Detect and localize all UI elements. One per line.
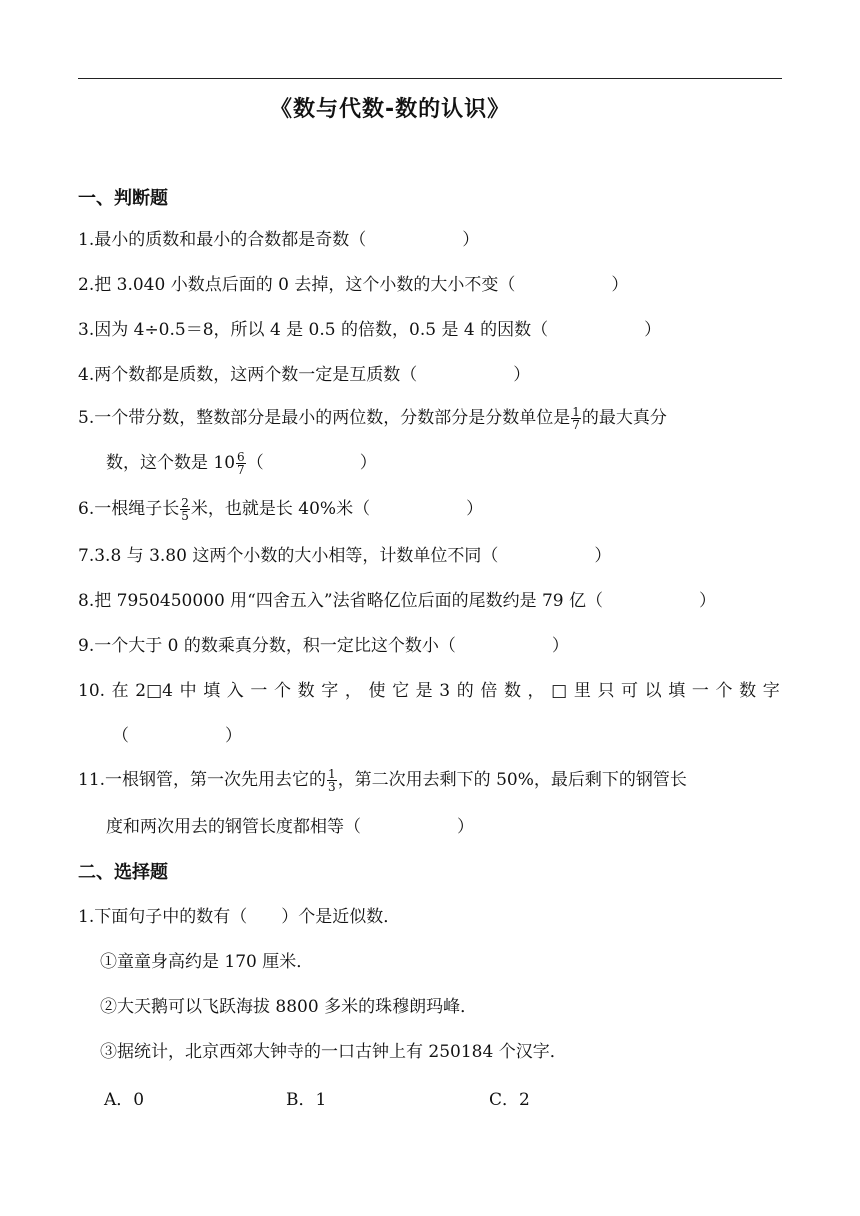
judge-q5-text-tail: 的最大真分: [581, 408, 667, 428]
paren-close: ）: [551, 636, 569, 656]
paren-close: ）: [611, 275, 629, 295]
section-heading-choice: 二、选择题: [78, 862, 168, 883]
judge-q5-text: 5.一个带分数，整数部分是最小的两位数，分数部分是分数单位是: [78, 408, 571, 428]
judge-q11-text-cont: 度和两次用去的钢管长度都相等（: [106, 817, 361, 837]
q10-token: 填: [668, 681, 686, 701]
paren-close: ）: [359, 453, 377, 473]
judge-q3-text: 3.因为 4÷0.5＝8，所以 4 是 0.5 的倍数，0.5 是 4 的因数（: [78, 320, 549, 340]
judge-q8: [78, 589, 716, 613]
choice-q1-sentence-3: ③据统计，北京西郊大钟寺的一口古钟上有 250184 个汉字．: [100, 1042, 567, 1062]
q10-token: 入: [226, 681, 244, 701]
judge-q7-text: 7.3.8 与 3.80 这两个小数的大小相等，计数单位不同（: [78, 546, 499, 566]
q10-token: 使: [368, 681, 386, 701]
paren-close: ）: [457, 817, 474, 837]
q10-token: 数: [503, 681, 521, 701]
choice-q1: 1.下面句子中的数有（ ）个是近似数．: [78, 907, 401, 927]
judge-q5-line2: [106, 451, 377, 476]
paren-close: ）: [699, 591, 717, 611]
judge-q10-line2: [112, 724, 242, 748]
paren-close: ）: [594, 546, 612, 566]
judge-q9: [78, 634, 569, 658]
fraction-six-sevenths: $\frac{6}{7}$: [237, 450, 245, 477]
judge-q4: [78, 363, 530, 387]
fraction-one-seventh: $\frac{1}{7}$: [572, 405, 580, 432]
choice-q1-sentence-2: ②大天鹅可以飞跃海拔 8800 多米的珠穆朗玛峰．: [100, 997, 478, 1017]
option-a[interactable]: A．0: [104, 1090, 145, 1110]
q10-token: 可: [621, 681, 639, 701]
option-c[interactable]: C．2: [489, 1090, 530, 1110]
option-b[interactable]: B．1: [286, 1090, 327, 1110]
paren-open: （: [112, 726, 129, 746]
judge-q7: [78, 544, 611, 568]
q10-token: 填: [203, 681, 221, 701]
paren-close: ）: [462, 230, 480, 250]
judge-q5-text-cont: 数，这个数是 10: [106, 453, 236, 473]
choice-q1-sentence-1: ①童童身高约是 170 厘米．: [100, 952, 314, 972]
judge-q8-text: 8.把 7950450000 用“四舍五入”法省略亿位后面的尾数约是 79 亿（: [78, 591, 604, 611]
q10-token: 中: [179, 681, 197, 701]
q10-token: 字: [762, 681, 780, 701]
judge-q11-line2: [106, 815, 474, 839]
judge-q6-text-tail: 米，也就是长 40%米（: [190, 499, 371, 519]
q10-token: 个: [274, 681, 292, 701]
q10-token: 个: [715, 681, 733, 701]
q10-token: ，: [344, 681, 362, 701]
paren-open: （: [246, 453, 264, 473]
judge-q4-text: 4.两个数都是质数，这两个数一定是互质数（: [78, 365, 418, 385]
judge-q1: [78, 228, 479, 252]
q10-token: □: [551, 681, 568, 701]
judge-q1-text: 1.最小的质数和最小的合数都是奇数（: [78, 230, 367, 250]
paren-close: ）: [513, 365, 531, 385]
q10-token: 10.: [78, 681, 106, 701]
q10-token: ，: [527, 681, 545, 701]
q10-token: 在: [111, 681, 129, 701]
q10-token: 数: [739, 681, 757, 701]
q10-token: 是: [415, 681, 433, 701]
q10-token: 它: [392, 681, 410, 701]
judge-q6-text: 6.一根绳子长: [78, 499, 180, 519]
q10-token: 一: [250, 681, 268, 701]
q10-token: 倍: [480, 681, 498, 701]
paren-close: ）: [644, 320, 662, 340]
fraction-two-fifths: $\frac{2}{5}$: [181, 496, 189, 523]
judge-q10-line1: [78, 679, 780, 703]
header-rule: [78, 78, 782, 79]
judge-q5-line1: [78, 406, 667, 431]
q10-token: 里: [573, 681, 591, 701]
judge-q2: [78, 273, 628, 297]
q10-token: 3: [439, 681, 451, 701]
fraction-one-third: $\frac{1}{3}$: [328, 767, 336, 794]
judge-q9-text: 9.一个大于 0 的数乘真分数，积一定比这个数小（: [78, 636, 456, 656]
q10-token: 数: [297, 681, 315, 701]
section-heading-judge: 一、判断题: [78, 188, 168, 209]
judge-q6: [78, 497, 483, 522]
judge-q11-line1: [78, 768, 687, 793]
judge-q3: [78, 318, 661, 342]
paren-close: ）: [466, 499, 484, 519]
q10-token: 2□4: [135, 681, 173, 701]
q10-token: 的: [456, 681, 474, 701]
judge-q11-text-tail: ，第二次用去剩下的 50%，最后剩下的钢管长: [337, 770, 687, 790]
page-title: 《数与代数-数的认识》: [270, 97, 511, 122]
q10-token: 只: [597, 681, 615, 701]
q10-token: 以: [644, 681, 662, 701]
judge-q11-text: 11.一根钢管，第一次先用去它的: [78, 770, 327, 790]
q10-token: 一: [691, 681, 709, 701]
paren-close: ）: [225, 726, 242, 746]
q10-token: 字: [321, 681, 339, 701]
judge-q2-text: 2.把 3.040 小数点后面的 0 去掉，这个小数的大小不变（: [78, 275, 516, 295]
